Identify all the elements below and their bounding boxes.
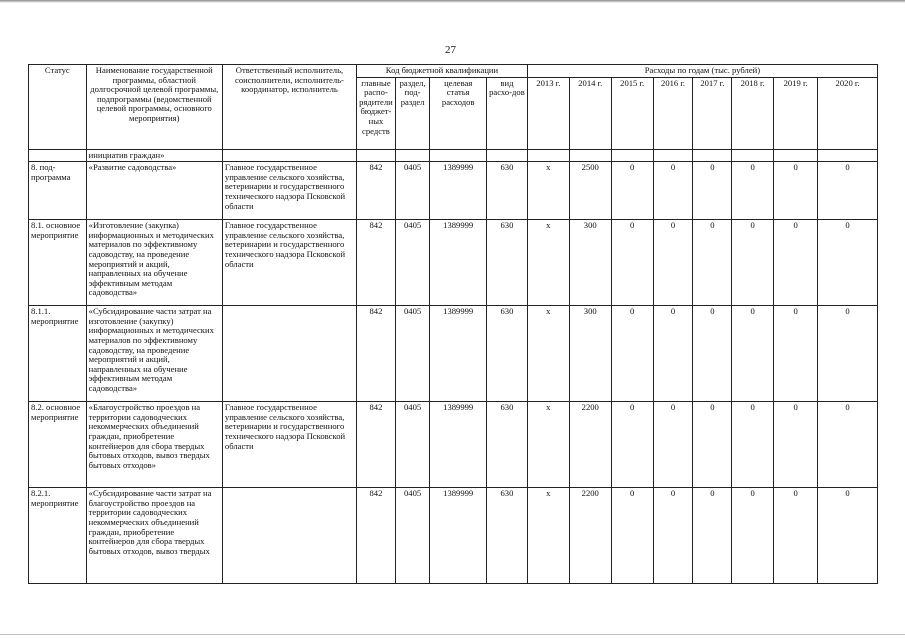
- row-y2015: 0: [611, 488, 653, 584]
- row-y2020: 0: [818, 402, 878, 488]
- table-row: [29, 402, 878, 488]
- row-grbs: 842: [357, 162, 396, 220]
- row-y2017: 0: [693, 306, 732, 402]
- row-grbs: 842: [357, 402, 396, 488]
- row-responsible: Главное государственное управление сельского хозяйства, ветеринарии и государственного технического надзора Псковской области: [222, 220, 356, 306]
- scan-edge-bottom: [0, 634, 905, 635]
- row-status: 8.1. основное мероприятие: [29, 220, 87, 306]
- header-expenses: Расходы по годам (тыс. рублей): [527, 65, 877, 78]
- row-y2017: 0: [693, 488, 732, 584]
- row-y2015: 0: [611, 220, 653, 306]
- budget-table: [28, 64, 878, 584]
- row-responsible: [222, 306, 356, 402]
- row-y2016: 0: [653, 402, 693, 488]
- row-section: 0405: [395, 162, 430, 220]
- row-article: 1389999: [430, 220, 487, 306]
- row-y2018: 0: [732, 488, 774, 584]
- row-name: «Субсидирование части затрат на благоустройство проездов на территории садоводческих некоммерческих объединений граждан, приобретение контейнеров для сбора твердых бытовых отходов, вывоз твердых: [86, 488, 222, 584]
- table-row: [29, 306, 878, 402]
- row-grbs: 842: [357, 220, 396, 306]
- table-row: [29, 162, 878, 220]
- row-y2016: 0: [653, 488, 693, 584]
- row-y2013: х: [527, 402, 569, 488]
- row-y2015: 0: [611, 162, 653, 220]
- row-y2019: 0: [774, 306, 818, 402]
- row-y2014: 2500: [569, 162, 611, 220]
- row-section: 0405: [395, 220, 430, 306]
- row-y2018: 0: [732, 220, 774, 306]
- row-y2017: 0: [693, 162, 732, 220]
- row-y2015: 0: [611, 402, 653, 488]
- row-y2017: 0: [693, 220, 732, 306]
- row-y2015: 0: [611, 306, 653, 402]
- row-name: «Благоустройство проездов на территории садоводческих некоммерческих объединений граждан, приобретение контейнеров для сбора твердых бытовых отходов, вывоз твердых бытовых отходов»: [86, 402, 222, 488]
- header-target-article: целевая статья расходов: [430, 77, 487, 149]
- row-y2014: 2200: [569, 488, 611, 584]
- row-grbs: 842: [357, 306, 396, 402]
- row-grbs: 842: [357, 488, 396, 584]
- header-year: 2015 г.: [611, 77, 653, 149]
- table-row: [29, 488, 878, 584]
- row-responsible: [222, 488, 356, 584]
- row-name: «Изготовление (закупка) информационных и методических материалов по эффективному садоводству, на проведение мероприятий и акций, направленных на обучение эффективным методам садоводства»: [86, 220, 222, 306]
- row-y2019: 0: [774, 402, 818, 488]
- header-year: 2019 г.: [774, 77, 818, 149]
- row-type: 630: [486, 162, 527, 220]
- row-y2014: 300: [569, 306, 611, 402]
- row-y2020: 0: [818, 306, 878, 402]
- row-status: 8.1.1. мероприятие: [29, 306, 87, 402]
- row-status: 8.2.1. мероприятие: [29, 488, 87, 584]
- scan-edge-top: [0, 0, 905, 3]
- row-y2018: 0: [732, 402, 774, 488]
- header-year: 2016 г.: [653, 77, 693, 149]
- row-y2013: х: [527, 162, 569, 220]
- header-status: Статус: [29, 65, 87, 150]
- row-y2018: 0: [732, 162, 774, 220]
- row-section: 0405: [395, 402, 430, 488]
- row-article: 1389999: [430, 162, 487, 220]
- row-y2013: х: [527, 220, 569, 306]
- row-name: «Субсидирование части затрат на изготовление (закупку) информационных и методических материалов по эффективному садоводству, на проведение мероприятий и акций, направленных на обучение эффективным методам садоводства»: [86, 306, 222, 402]
- row-type: 630: [486, 306, 527, 402]
- row-y2017: 0: [693, 402, 732, 488]
- row-y2014: 300: [569, 220, 611, 306]
- row-y2013: х: [527, 488, 569, 584]
- row-section: 0405: [395, 306, 430, 402]
- row-y2019: 0: [774, 162, 818, 220]
- header-year: 2020 г.: [818, 77, 878, 149]
- row-y2016: 0: [653, 162, 693, 220]
- row-type: 630: [486, 488, 527, 584]
- header-year: 2014 г.: [569, 77, 611, 149]
- header-year: 2018 г.: [732, 77, 774, 149]
- row-y2018: 0: [732, 306, 774, 402]
- row-article: 1389999: [430, 306, 487, 402]
- header-expense-type: вид расхо-дов: [486, 77, 527, 149]
- row-name: «Развитие садоводства»: [86, 162, 222, 220]
- row-y2013: х: [527, 306, 569, 402]
- header-budget-code: Код бюджетной квалификации: [357, 65, 528, 78]
- header-year: 2017 г.: [693, 77, 732, 149]
- row-responsible: Главное государственное управление сельского хозяйства, ветеринарии и государственного технического надзора Псковской области: [222, 162, 356, 220]
- row-y2019: 0: [774, 220, 818, 306]
- row-y2016: 0: [653, 220, 693, 306]
- header-year: 2013 г.: [527, 77, 569, 149]
- row-status: 8.2. основное мероприятие: [29, 402, 87, 488]
- table-row: [29, 220, 878, 306]
- row-type: 630: [486, 402, 527, 488]
- row-article: 1389999: [430, 402, 487, 488]
- header-grbs: главные распо-рядители бюджет-ных средств: [357, 77, 396, 149]
- header-section: раздел, под-раздел: [395, 77, 430, 149]
- row-responsible: Главное государственное управление сельского хозяйства, ветеринарии и государственного технического надзора Псковской области: [222, 402, 356, 488]
- header-name: Наименование государственной программы, областной долгосрочной целевой программы, подпрограммы (ведомственной целевой программы, основного мероприятия): [86, 65, 222, 150]
- row-y2020: 0: [818, 162, 878, 220]
- row-section: 0405: [395, 488, 430, 584]
- page-number: 27: [445, 44, 456, 56]
- continuation-row: [29, 149, 878, 162]
- row-y2020: 0: [818, 220, 878, 306]
- row-type: 630: [486, 220, 527, 306]
- row-y2020: 0: [818, 488, 878, 584]
- row-article: 1389999: [430, 488, 487, 584]
- row-y2016: 0: [653, 306, 693, 402]
- row-status: 8. под-программа: [29, 162, 87, 220]
- row-y2014: 2200: [569, 402, 611, 488]
- row-y2019: 0: [774, 488, 818, 584]
- header-responsible: Ответственный исполнитель, соисполнители, исполнитель-координатор, исполнитель: [222, 65, 356, 150]
- continuation-text: инициатив граждан»: [86, 149, 222, 162]
